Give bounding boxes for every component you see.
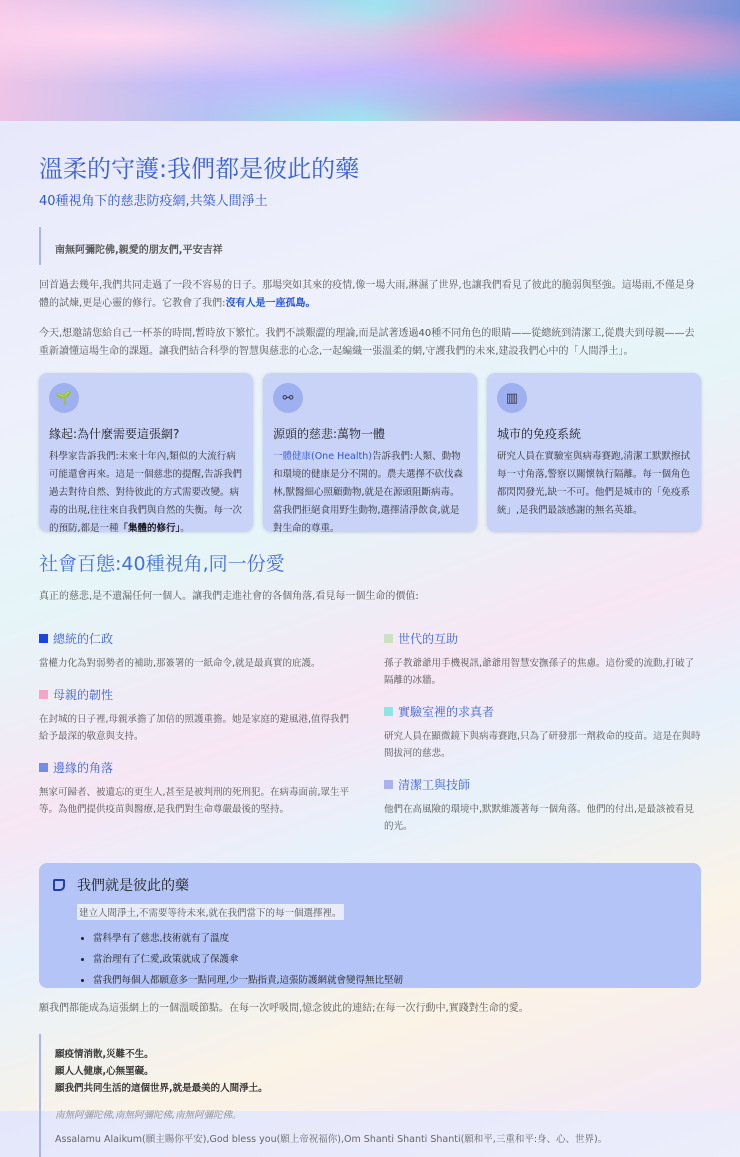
card-text xyxy=(273,448,467,538)
section-intro: 真正的慈悲,是不遺漏任何一個人。讓我們走進社會的各個角落,看見每一個生命的價值: xyxy=(39,591,419,602)
network-icon: ⚯ xyxy=(273,383,303,413)
perspective-title: 邊緣的角落 xyxy=(53,761,114,775)
perspective-heading xyxy=(384,630,701,647)
wish-line: 願我們共同生活的這個世界,就是最美的人間淨土。 xyxy=(55,1083,268,1094)
square-marker-icon xyxy=(384,780,393,789)
square-marker-icon xyxy=(384,634,393,643)
perspective-title: 清潔工與技師 xyxy=(398,778,471,792)
card-text xyxy=(49,448,243,538)
square-marker-icon xyxy=(39,763,48,772)
note-icon xyxy=(53,879,65,891)
perspectives xyxy=(39,616,701,835)
card-origin xyxy=(39,373,253,534)
perspective-heading xyxy=(384,776,701,793)
perspective-text: 在封城的日子裡,母親承擔了加倍的照護重擔。她是家庭的避風港,值得我們給予最深的敬意與支持。 xyxy=(39,714,350,742)
card-body: 告訴我們:人類、動物和環境的健康是分不開的。農夫選擇不砍伐森林,獸醫細心照顧動物,就是在源頭阻斷病毒。當我們拒絕食用野生動物,選擇清淨飲食,就是對生命的尊重。 xyxy=(273,451,464,534)
perspective-text: 他們在高風險的環境中,默默維護著每一個角落。他們的付出,是最該被看見的光。 xyxy=(384,804,695,832)
wish-line: 願人人健康,心無罣礙。 xyxy=(55,1066,154,1077)
sprout-icon: 🌱 xyxy=(49,383,79,413)
city-icon: ▥ xyxy=(497,383,527,413)
callout-heading xyxy=(53,875,687,895)
perspectives-right xyxy=(384,616,701,835)
callout-title: 我們就是彼此的藥 xyxy=(77,878,189,894)
card-body: 科學家告訴我們:未來十年內,類似的大流行病可能還會再來。這是一個慈悲的提醒,告訴我們過去對待自然、對待彼此的方式需要改變。病毒的出現,往往來自我們與自然的失衡。每一次的預防,都是一種 xyxy=(49,451,243,534)
list-item: • 當科學有了慈悲,技術就有了溫度 xyxy=(93,928,687,949)
callout-lead: 建立人間淨土,不需要等待未來,就在我們當下的每一個選擇裡。 xyxy=(77,904,344,920)
square-marker-icon xyxy=(39,690,48,699)
perspective-heading xyxy=(39,630,356,647)
callout-list xyxy=(93,928,687,991)
card-bold: 「集體的修行」 xyxy=(118,523,181,534)
perspective-text: 孫子教爺爺用手機視訊,爺爺用智慧安撫孫子的焦慮。這份愛的流動,打破了隔離的冰牆。 xyxy=(384,658,695,686)
perspective-heading xyxy=(39,759,356,776)
perspective-text: 當權力化為對弱勢者的補助,那簽署的一紙命令,就是最真實的庇護。 xyxy=(39,658,321,669)
perspective-text: 研究人員在顯微鏡下與病毒賽跑,只為了研發那一劑救命的疫苗。這是在與時間拔河的慈悲。 xyxy=(384,731,701,759)
perspective-heading xyxy=(384,703,701,720)
page-subtitle: 40種視角下的慈悲防疫網,共築人間淨土 xyxy=(39,194,268,209)
card-city-immunity xyxy=(487,373,701,531)
perspective-heading xyxy=(39,686,356,703)
chant-line: 南無阿彌陀佛,南無阿彌陀佛,南無阿彌陀佛。 xyxy=(55,1110,242,1121)
wish-line: 願疫情消散,災難不生。 xyxy=(55,1049,154,1060)
intro-paragraph-1 xyxy=(39,277,701,313)
card-text: 研究人員在實驗室與病毒賽跑,清潔工默默擦拭每一寸角落,警察以關懷執行隔離。每一個角色都閃閃發光,缺一不可。他們是城市的「免疫系統」,是我們最該感謝的無名英雄。 xyxy=(497,451,691,516)
perspective-title: 總統的仁政 xyxy=(53,632,114,646)
square-marker-icon xyxy=(39,634,48,643)
card-title: 城市的免疫系統 xyxy=(497,427,582,441)
card-title: 源頭的慈悲:萬物一體 xyxy=(273,427,386,441)
greeting-quote: 南無阿彌陀佛,親愛的朋友們,平安吉祥 xyxy=(39,227,701,265)
perspective-text: 無家可歸者、被遺忘的更生人,甚至是被判刑的死刑犯。在病毒面前,眾生平等。為他們提供疫苗與醫療,是我們對生命尊嚴最後的堅持。 xyxy=(39,787,350,815)
page-title: 溫柔的守護:我們都是彼此的藥 xyxy=(39,155,360,183)
closing-paragraph: 願我們都能成為這張網上的一個溫暖節點。在每一次呼吸間,憶念彼此的連結;在每一次行動中,實踐對生命的愛。 xyxy=(39,1003,529,1014)
intro-text: 回首過去幾年,我們共同走過了一段不容易的日子。那場突如其來的疫情,像一場大雨,淋濕了世界,也讓我們看見了彼此的脆弱與堅強。這場雨,不僅是身體的試煉,更是心靈的修行。它教會了我們: xyxy=(39,280,695,309)
perspectives-left xyxy=(39,616,356,835)
blessing-quote xyxy=(39,1034,701,1157)
card-tail: 。 xyxy=(180,523,190,534)
perspective-title: 實驗室裡的求真者 xyxy=(398,705,495,719)
perspective-title: 世代的互助 xyxy=(398,632,459,646)
intro-paragraph-2: 今天,想邀請您給自己一杯茶的時間,暫時放下繁忙。我們不談艱澀的理論,而是試著透過40種不同角色的眼睛——從總統到清潔工,從農夫到母親——去重新讀懂這場生命的課題。讓我們結合科學的智慧與慈悲的心念,一起編織一張溫柔的網,守護我們的未來,建設我們心中的「人間淨土」。 xyxy=(39,328,695,357)
intro-highlight: 沒有人是一座孤島。 xyxy=(225,298,316,309)
callout-box xyxy=(39,863,701,988)
cards-row xyxy=(39,373,701,534)
section-title: 社會百態:40種視角,同一份愛 xyxy=(39,553,285,575)
card-highlight: 一體健康(One Health) xyxy=(273,451,372,462)
blessing-line: Assalamu Alaikum(願主賜你平安),God bless you(願上帝祝福你),Om Shanti Shanti Shanti(願和平,三重和平:身、心、世界)。 xyxy=(55,1134,608,1145)
card-title: 緣起:為什麼需要這張網? xyxy=(49,427,180,441)
card-one-health xyxy=(263,373,477,534)
perspective-title: 母親的韌性 xyxy=(53,688,114,702)
list-item: • 當我們每個人都願意多一點同理,少一點指責,這張防護網就會變得無比堅韌 xyxy=(93,970,687,991)
square-marker-icon xyxy=(384,707,393,716)
list-item: • 當治理有了仁愛,政策就成了保護傘 xyxy=(93,949,687,970)
hero-banner xyxy=(0,0,740,121)
